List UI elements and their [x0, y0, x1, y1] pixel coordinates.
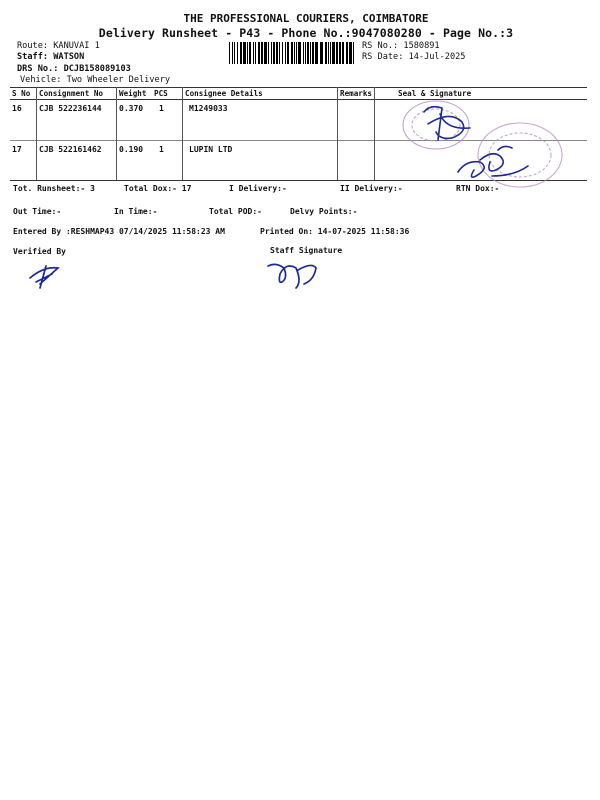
barcode-bar: [291, 42, 293, 64]
barcode-bar: [261, 42, 263, 64]
delvy-points: Delvy Points:-: [290, 207, 358, 216]
staff-label: Staff: WATSON: [17, 52, 85, 62]
col-header-remarks: Remarks: [340, 89, 373, 98]
barcode: [229, 42, 356, 64]
col-divider: [337, 87, 338, 180]
rs-number: RS No.: 1580891: [362, 41, 440, 51]
barcode-bar: [247, 42, 248, 64]
barcode-bar: [325, 42, 327, 64]
row-pcs: 1: [159, 145, 164, 154]
ii-delivery: II Delivery:-: [340, 184, 403, 193]
company-stamp: [478, 123, 562, 187]
barcode-bar: [264, 42, 267, 64]
col-header-seal: Seal & Signature: [398, 89, 472, 98]
barcode-bar: [298, 42, 301, 64]
barcode-bar: [258, 42, 260, 64]
barcode-bar: [271, 42, 272, 64]
barcode-bar: [330, 42, 331, 64]
col-header-pcs: PCS: [154, 89, 168, 98]
runsheet-title: Delivery Runsheet - P43 - Phone No.:9047080280 - Page No.:3: [98, 26, 514, 40]
rs-date: RS Date: 14-Jul-2025: [362, 52, 466, 62]
table-top-border: [10, 87, 587, 88]
barcode-bar: [268, 42, 269, 64]
entered-by: Entered By :RESHMAP43 07/14/2025 11:58:23 AM: [13, 227, 225, 236]
barcode-bar: [255, 42, 256, 64]
barcode-bar: [240, 42, 242, 64]
barcode-bar: [285, 42, 286, 64]
row-weight: 0.190: [119, 145, 144, 154]
barcode-bar: [279, 42, 280, 64]
barcode-bar: [349, 42, 352, 64]
barcode-bar: [307, 42, 309, 64]
table-bottom-border: [10, 180, 587, 181]
barcode-bar: [253, 42, 254, 64]
staff-signature-mark: [268, 264, 316, 288]
total-pod: Total POD:-: [209, 207, 262, 216]
row-consignee: LUPIN LTD: [189, 145, 233, 154]
barcode-bar: [312, 42, 314, 64]
row-consignee: M1249033: [189, 104, 228, 113]
barcode-bar: [282, 42, 283, 64]
barcode-bar: [310, 42, 311, 64]
barcode-bar: [303, 42, 304, 64]
barcode-bar: [305, 42, 306, 64]
row-pcs: 1: [159, 104, 164, 113]
company-stamp: [403, 101, 469, 149]
barcode-bar: [232, 42, 233, 64]
row-sno: 17: [12, 145, 22, 154]
barcode-bar: [315, 42, 318, 64]
barcode-bar: [294, 42, 295, 64]
printed-on: Printed On: 14-07-2025 11:58:36: [260, 227, 410, 236]
route-label: Route: KANUVAI 1: [17, 41, 100, 51]
company-title: THE PROFESSIONAL COURIERS, COIMBATORE: [183, 12, 429, 25]
col-header-consignment: Consignment No: [39, 89, 104, 98]
barcode-bar: [234, 42, 235, 64]
barcode-bar: [353, 42, 354, 64]
drs-number: DRS No.: DCJB158089103: [17, 64, 131, 74]
col-header-consignee: Consignee Details: [185, 89, 263, 98]
col-divider: [36, 87, 37, 180]
table-header-border: [10, 99, 587, 100]
col-divider: [182, 87, 183, 180]
rtn-dox: RTN Dox:-: [456, 184, 500, 193]
barcode-bar: [237, 42, 238, 64]
barcode-bar: [328, 42, 329, 64]
row-weight: 0.370: [119, 104, 144, 113]
vehicle-label: Vehicle: Two Wheeler Delivery: [20, 75, 171, 85]
barcode-bar: [339, 42, 341, 64]
tot-runsheet: Tot. Runsheet:- 3: [13, 184, 95, 193]
verified-signature: [30, 266, 58, 288]
col-divider: [374, 87, 375, 180]
col-divider: [116, 87, 117, 180]
barcode-bar: [287, 42, 289, 64]
barcode-bar: [342, 42, 344, 64]
barcode-bar: [296, 42, 297, 64]
table-row-divider: [10, 140, 587, 141]
staff-signature-label: Staff Signature: [270, 246, 343, 255]
col-header-weight: Weight: [119, 89, 147, 98]
i-delivery: I Delivery:-: [229, 184, 287, 193]
barcode-bar: [243, 42, 246, 64]
barcode-bar: [229, 42, 230, 64]
receiver-signature: [424, 107, 470, 140]
barcode-bar: [320, 42, 323, 64]
row-sno: 16: [12, 104, 22, 113]
in-time: In Time:-: [114, 207, 158, 216]
barcode-bar: [346, 42, 348, 64]
barcode-bar: [273, 42, 275, 64]
total-dox: Total Dox:- 17: [124, 184, 192, 193]
barcode-bar: [276, 42, 278, 64]
receiver-signature: [458, 146, 528, 177]
barcode-bar: [336, 42, 338, 64]
row-consignment: CJB 522161462: [39, 145, 102, 154]
col-header-sno: S No: [12, 89, 31, 98]
out-time: Out Time:-: [13, 207, 62, 216]
row-consignment: CJB 522236144: [39, 104, 102, 113]
verified-by-label: Verified By: [13, 247, 66, 256]
barcode-bar: [332, 42, 335, 64]
barcode-bar: [249, 42, 251, 64]
